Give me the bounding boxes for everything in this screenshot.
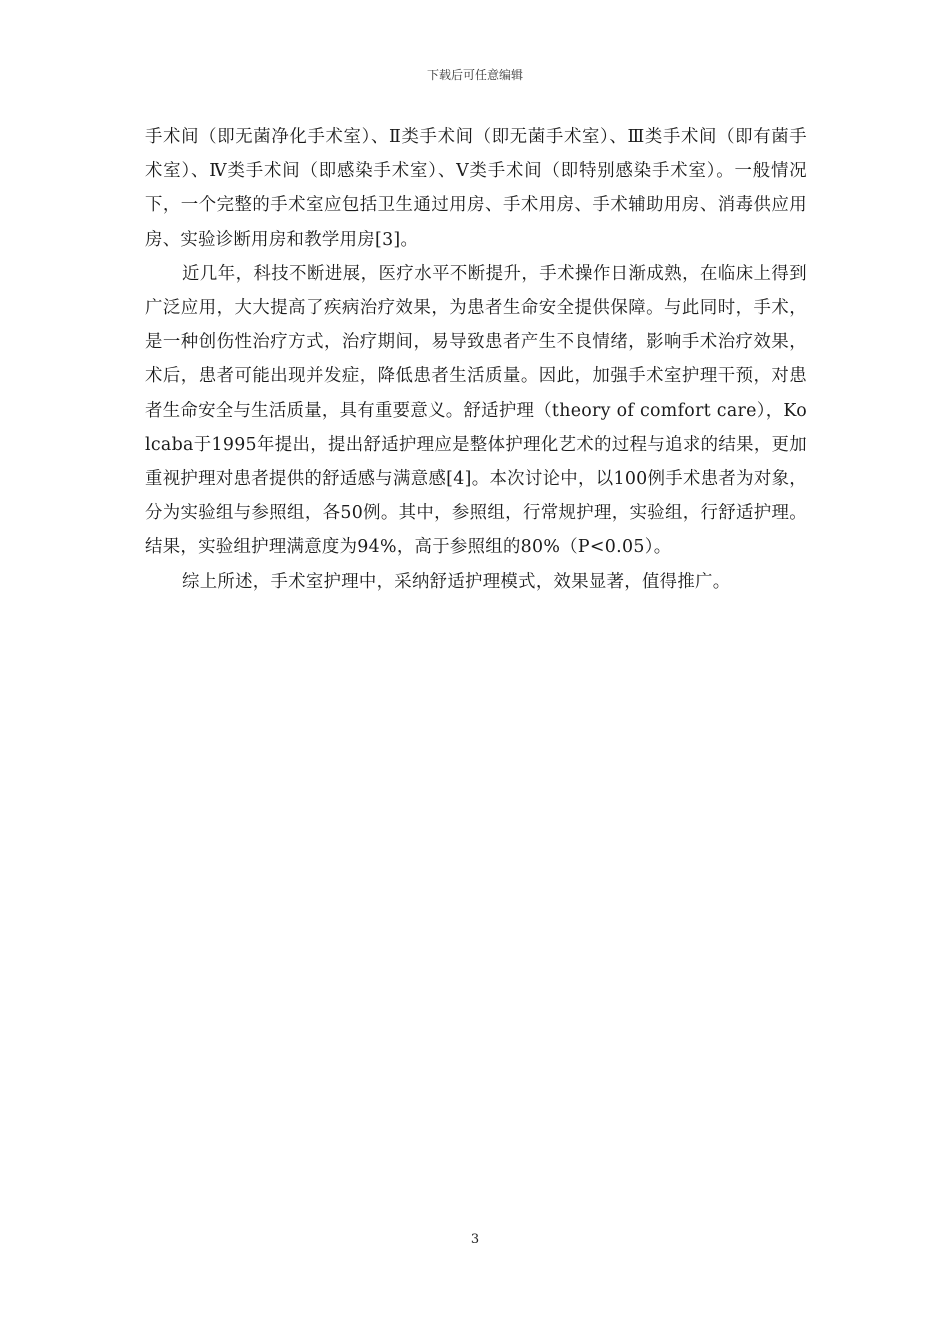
page-header-note: 下载后可任意编辑 [426,68,523,82]
page-number: 3 [470,1232,480,1247]
paragraph-discussion: 近几年，科技不断进展，医疗水平不断提升，手术操作日渐成熟，在临床上得到广泛应用，大大提高了疾病治疗效果，为患者生命安全提供保障。与此同时，手术，是一种创伤性治疗方式，治疗期间，易导致患者产生不良情绪，影响手术治疗效果，术后，患者可能出现并发症，降低患者生活质量。因此，加强手术室护理干预，对患者生命安全与生活质量，具有重要意义。舒适护理（theory of comfort care），Kolcaba于1995年提出，提出舒适护理应是整体护理化艺术的过程与追求的结果，更加重视护理对患者提供的舒适感与满意感[4]。本次讨论中，以100例手术患者为对象，分为实验组与参照组，各50例。其中，参照组，行常规护理，实验组，行舒适护理。结果，实验组护理满意度为94%，高于参照组的80%（P<0.05）。 [145,263,807,558]
paragraph-operating-room-classification: 手术间（即无菌净化手术室）、Ⅱ类手术间（即无菌手术室）、Ⅲ类手术间（即有菌手术室）、Ⅳ类手术间（即感染手术室）、Ⅴ类手术间（即特别感染手术室）。一般情况下，一个完整的手术室应包括卫生通过用房、手术用房、手术辅助用房、消毒供应用房、实验诊断用房和教学用房[3]。 [145,127,807,250]
paragraph-conclusion: 综上所述，手术室护理中，采纳舒适护理模式，效果显著，值得推广。 [182,571,731,592]
document-body [145,120,807,599]
